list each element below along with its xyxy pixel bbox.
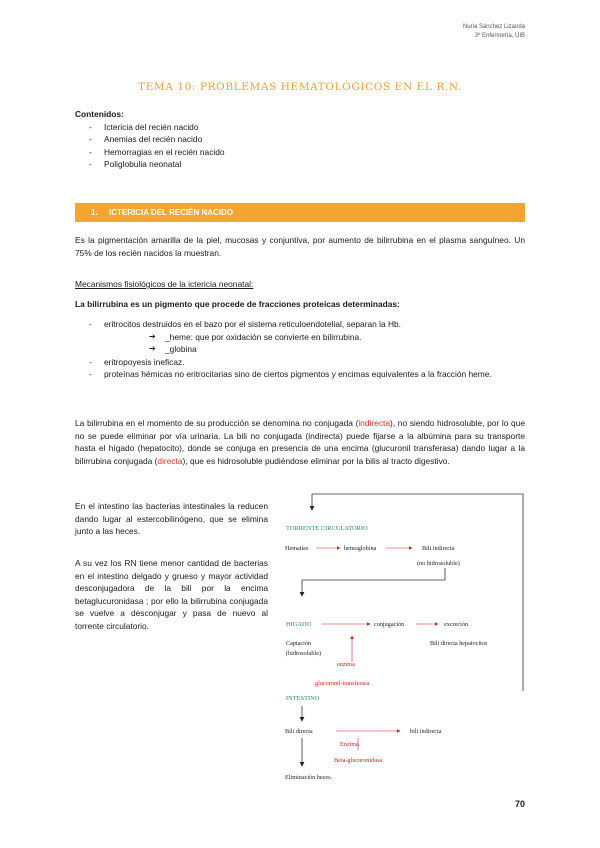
label-enzima: enzima xyxy=(337,661,355,668)
section-title: ICTERICIA DEL RECIÉN NACIDO xyxy=(109,208,234,217)
conjugation-text: ), no siendo hidrosoluble, por lo que no se puede eliminar por vía urinaria. La bili no conjugada (indirecta) puede fijarse a la albúmina para su transporte hasta el hígado (hepatocito), donde se conjuga en presencia de una encima (glucuronil transferasa) dando lugar a la bilirrubina conjugada ( xyxy=(75,418,525,466)
paragraph-newborn: A su vez los RN tiene menor cantidad de bacterias en el intestino delgado y grueso y mayor actividad desconjugadora de la bili por la encima betaglucuronidasa ; por ello la bilirrubina conjugada se vuelve a desconjugar y pasa de nuevo al torrente circulatorio. xyxy=(75,558,268,632)
label-enzima-2: Enzima xyxy=(340,741,359,748)
mechanism-item: - proteínas hémicas no eritrocitarias sino de ciertos pigmentos y encimas equivalentes a la fracción heme. xyxy=(75,368,525,381)
highlight-indirecta: indirecta xyxy=(358,418,391,428)
contents-heading: Contenidos: xyxy=(75,109,124,119)
highlight-directa: directa xyxy=(157,455,183,466)
label-hidrosoluble: (hidrosoluble) xyxy=(286,650,322,657)
contents-item: - Ictericia del recién nacido xyxy=(75,121,525,134)
author-name: Nuria Sánchez Lizanda xyxy=(462,24,525,30)
contents-block xyxy=(75,108,525,171)
conjugation-text: ), que es hidrosoluble pudiéndose eliminar por la bilis al tracto digestivo. xyxy=(182,455,450,466)
contents-item: - Hemorragias en el recién nacido xyxy=(75,146,525,159)
contents-item: - Poliglobulia neonatal xyxy=(75,158,525,171)
author-course: 3º Enfermería, UIB xyxy=(474,33,525,40)
mechanism-item: - eritropoyesis ineficaz. xyxy=(75,356,525,369)
paragraph-intestine: En el intestino las bacterias intestinales la reducen dando lugar al estercobilinógeno, que se elimina junto a las heces. xyxy=(75,501,268,537)
mechanism-sublist xyxy=(104,331,525,356)
mechanism-subitem: ➔ _globina xyxy=(149,343,525,356)
mechanism-item xyxy=(75,318,525,356)
flow-line-liver xyxy=(302,568,445,596)
bilirubin-metabolism-diagram xyxy=(280,488,535,788)
paragraph-conjugation xyxy=(75,417,525,467)
label-captacion: Captación xyxy=(286,640,312,647)
label-glucuronil: glucoronil-transferasa xyxy=(315,680,370,687)
section-header xyxy=(75,203,525,222)
contents-list xyxy=(75,121,525,171)
label-excrecion: excreción xyxy=(444,621,469,628)
header-author xyxy=(463,23,525,42)
conjugation-text: La bilirrubina en el momento de su producción se denomina no conjugada ( xyxy=(75,418,359,428)
label-no-hidrosoluble: (no hidrosoluble) xyxy=(417,560,460,567)
label-beta-glucuronidasa: Beta-glucuronidasa xyxy=(334,757,383,764)
bilirubin-definition: La bilirrubina es un pigmento que procede de fracciones proteicas determinadas: xyxy=(75,299,400,309)
mechanisms-list xyxy=(75,318,525,381)
label-eliminacion: Eliminación heces. xyxy=(285,774,333,781)
page-title: TEMA 10: PROBLEMAS HEMATOLÓGICOS EN EL R.N. xyxy=(138,81,462,93)
label-hemoglobina: hemoglobina xyxy=(344,545,377,552)
page-number: 70 xyxy=(514,799,525,809)
label-hematies: Hematíes xyxy=(285,545,309,552)
contents-item: - Anemias del recién nacido xyxy=(75,133,525,146)
label-conjugacion: conjugación xyxy=(374,621,405,628)
paragraph-definition: Es la pigmentación amarilla de la piel, mucosas y conjuntiva, por aumento de bilirrubina en el plasma sanguíneo. Un 75% de los recién nacidos la muestran. xyxy=(75,235,525,258)
mechanism-subitem: ➔ _heme: que por oxidación se convierte en bilirrubina. xyxy=(149,331,525,344)
label-bili-directa-hepatocitos: Bili directa hepatocitos xyxy=(430,640,488,647)
label-bili-indirecta: Bili indirecta xyxy=(422,545,455,552)
label-bili-directa: Bili directa xyxy=(285,728,313,735)
mechanisms-title: Mecanismos fisiológicos de la ictericia neonatal: xyxy=(75,279,254,289)
label-bili-indirecta-intestine: bili indirecta xyxy=(410,728,442,735)
label-intestino: INTESTINO xyxy=(286,695,320,702)
mechanism-item-text: eritrocitos destruidos en el bazo por el sistema reticuloendotelial, separan la Hb. xyxy=(104,319,402,329)
label-torrente: TORRENTE CIRCULATORIO xyxy=(286,525,368,532)
label-higado: HIGADO xyxy=(286,621,312,628)
section-number: 1. xyxy=(91,208,98,217)
